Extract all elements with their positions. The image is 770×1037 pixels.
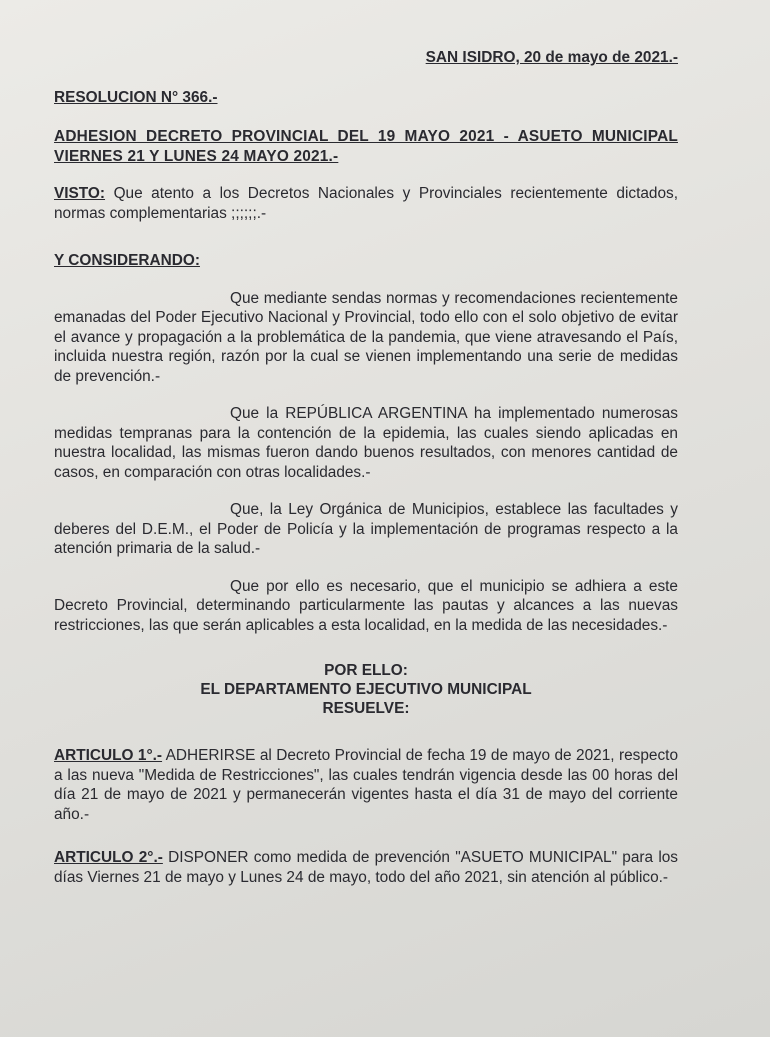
article-label: ARTICULO 1°.- — [54, 747, 163, 764]
article-text: ADHERIRSE al Decreto Provincial de fecha 19 de mayo de 2021, respecto a las nueva "Medida de Restricciones", las cuales tendrán vigencia desde las 00 horas del día 21 de mayo de 2021 y permanecerán vigentes hasta el día 31 de mayo del corriente año.- — [54, 747, 679, 823]
resolution-heading — [54, 661, 678, 718]
considerando-heading: Y CONSIDERANDO: — [54, 252, 200, 269]
considerando-paragraph: Que, la Ley Orgánica de Municipios, establece las facultades y deberes del D.E.M., el Poder de Policía y la implementación de programas respecto a la atención primaria de la salud.- — [54, 501, 678, 557]
article-1 — [54, 746, 678, 824]
article-text: DISPONER como medida de prevención "ASUETO MUNICIPAL" para los días Viernes 21 de mayo y Lunes 24 de mayo, todo del año 2021, sin atención al público.- — [54, 849, 678, 886]
visto-label: VISTO: — [54, 185, 106, 202]
place-date: SAN ISIDRO, 20 de mayo de 2021.- — [425, 49, 678, 66]
por-ello-line: POR ELLO: — [324, 662, 408, 679]
article-2 — [54, 848, 678, 887]
resolution-number: RESOLUCION N° 366.- — [54, 88, 218, 106]
visto-section — [54, 184, 678, 223]
department-line: EL DEPARTAMENTO EJECUTIVO MUNICIPAL — [200, 681, 532, 698]
considerando-paragraph: Que la REPÚBLICA ARGENTINA ha implementado numerosas medidas tempranas para la contención de la epidemia, las cuales siendo aplicadas en nuestra localidad, las mismas fueron dando buenos resultados, con menores cantidad de casos, en comparación con otras localidades.- — [54, 405, 678, 481]
considerando-paragraph: Que mediante sendas normas y recomendaciones recientemente emanadas del Poder Ejecutivo Nacional y Provincial, todo ello con el solo objetivo de evitar el avance y propagación a la problemática de la pandemia, que viene atravesando el País, incluida nuestra región, razón por la cual se vienen implementando una serie de medidas de prevención.- — [54, 289, 678, 385]
considerando-paragraph: Que por ello es necesario, que el municipio se adhiera a este Decreto Provincial, determinando particularmente las pautas y alcances a las nuevas restricciones, las que serán aplicables a esta localidad, en la medida de las necesidades.- — [54, 577, 678, 634]
visto-text: Que atento a los Decretos Nacionales y Provinciales recientemente dictados, normas complementarias ;;;;;;.- — [54, 185, 678, 222]
article-label: ARTICULO 2°.- — [54, 849, 163, 866]
resuelve-line: RESUELVE: — [322, 700, 410, 717]
resolution-title: ADHESION DECRETO PROVINCIAL DEL 19 MAYO 2021 - ASUETO MUNICIPAL VIERNES 21 Y LUNES 24 MAYO 2021.- — [54, 128, 678, 165]
